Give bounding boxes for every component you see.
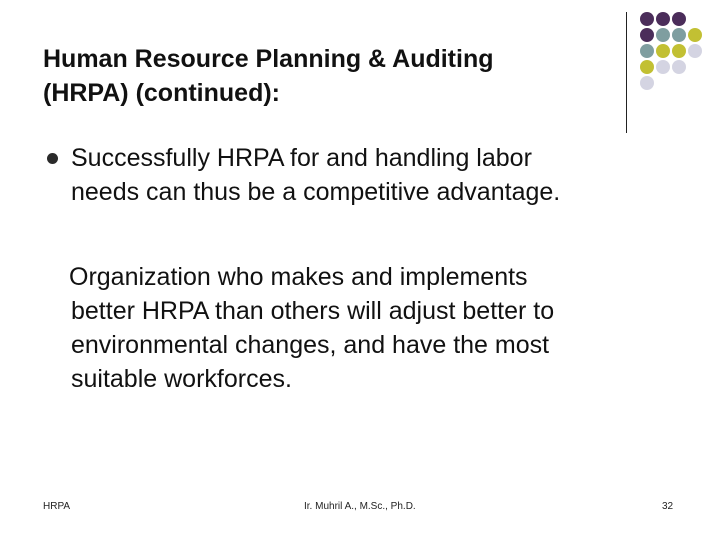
paragraph-line-2: better HRPA than others will adjust better to [71, 297, 555, 325]
decorative-dot [688, 44, 702, 58]
bullet-item [43, 141, 673, 209]
page-number: 32 [662, 501, 674, 512]
decorative-dot [656, 60, 670, 74]
paragraph-line-3: environmental changes, and have the most [71, 331, 550, 359]
decorative-dot [656, 12, 670, 26]
decorative-dot [672, 12, 686, 26]
decorative-dot [640, 12, 654, 26]
decorative-dot [640, 76, 654, 90]
decorative-dot [672, 44, 686, 58]
footer-author: Ir. Muhril A., M.Sc., Ph.D. [304, 501, 416, 512]
paragraph-line-1: Organization who makes and implements [69, 263, 528, 291]
decorative-dot [640, 60, 654, 74]
slide-title [43, 42, 603, 110]
bullet-text-line-1: Successfully HRPA for and handling labor [71, 144, 532, 172]
decorative-dot [640, 28, 654, 42]
slide-title-line-2: (HRPA) (continued): [43, 79, 280, 107]
slide-title-line-1: Human Resource Planning & Auditing [43, 45, 494, 73]
bullet-text-line-2: needs can thus be a competitive advantage. [71, 178, 561, 206]
bullet-list [43, 141, 673, 209]
bullet-text [71, 141, 673, 209]
decorative-dot [656, 28, 670, 42]
decorative-dot [656, 44, 670, 58]
footer-label: HRPA [43, 501, 71, 512]
decorative-dot [688, 28, 702, 42]
decorative-dot [640, 44, 654, 58]
decorative-dot [672, 60, 686, 74]
bullet-dot-icon [47, 153, 58, 164]
decorative-dot [672, 28, 686, 42]
title-divider [626, 12, 627, 133]
body-paragraph [43, 260, 683, 396]
paragraph-line-4: suitable workforces. [71, 365, 292, 393]
